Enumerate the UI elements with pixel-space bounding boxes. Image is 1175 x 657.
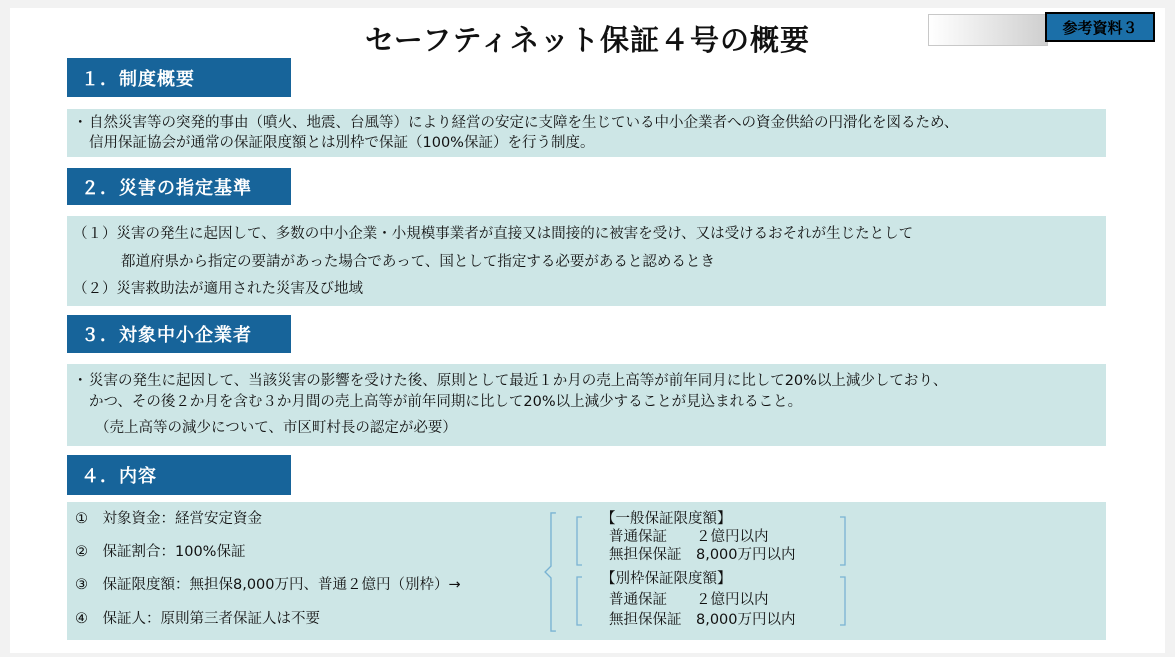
reference-badge: 参考資料３ bbox=[1045, 12, 1155, 42]
close-bracket-icon bbox=[839, 516, 847, 566]
section1-line-2: 信用保証協会が通常の保証限度額とは別枠で保証（100%保証）を行う制度。 bbox=[89, 135, 595, 151]
content-item-1: ① 対象資金：経営安定資金 bbox=[75, 511, 262, 527]
section2-heading: ２．災害の指定基準 bbox=[67, 168, 291, 205]
separate-limit-normal: 普通保証 ２億円以内 bbox=[609, 592, 769, 608]
section2-line-1: （１）災害の発生に起因して、多数の中小企業・小規模事業者が直接又は間接的に被害を受け、又は受けるおそれが生じたとして bbox=[73, 226, 914, 242]
bullet: ・ bbox=[73, 115, 88, 131]
left-brace-icon bbox=[543, 512, 557, 632]
section3-line-3: （売上高等の減少について、市区町村長の認定が必要） bbox=[95, 420, 457, 436]
separate-limit-label: 【別枠保証限度額】 bbox=[601, 571, 732, 587]
open-bracket-icon bbox=[575, 516, 583, 566]
section2-line-3: （２）災害救助法が適用された災害及び地域 bbox=[73, 281, 363, 297]
general-limit-label: 【一般保証限度額】 bbox=[601, 511, 732, 527]
section2-line-2: 都道府県から指定の要請があった場合であって、国として指定する必要があると認めるとき bbox=[121, 254, 715, 270]
section2-box bbox=[67, 216, 1106, 306]
section4-box bbox=[67, 502, 1106, 640]
content-item-3: ③ 保証限度額：無担保8,000万円、普通２億円（別枠）→ bbox=[75, 577, 461, 593]
open-bracket-icon bbox=[575, 576, 583, 626]
content-item-2: ② 保証割合：100%保証 bbox=[75, 544, 246, 560]
section1-box bbox=[67, 109, 1106, 157]
bullet: ・ bbox=[73, 373, 88, 389]
section3-box bbox=[67, 364, 1106, 446]
separate-limit-unsecured: 無担保保証 8,000万円以内 bbox=[609, 612, 796, 628]
general-limit-normal: 普通保証 ２億円以内 bbox=[609, 529, 769, 545]
section3-heading: ３．対象中小企業者 bbox=[67, 315, 291, 353]
content-item-4: ④ 保証人：原則第三者保証人は不要 bbox=[75, 611, 320, 627]
close-bracket-icon bbox=[839, 576, 847, 626]
section4-heading: ４．内容 bbox=[67, 455, 291, 495]
section3-line-2: かつ、その後２か月を含む３か月間の売上高等が前年同期に比して20%以上減少することが見込まれること。 bbox=[89, 394, 803, 410]
section1-heading: １．制度概要 bbox=[67, 58, 291, 97]
section1-line-1: 自然災害等の突発的事由（噴火、地震、台風等）により経営の安定に支障を生じている中小企業者への資金供給の円滑化を図るため、 bbox=[89, 115, 959, 131]
section3-line-1: 災害の発生に起因して、当該災害の影響を受けた後、原則として最近１か月の売上高等が前年同月に比して20%以上減少しており、 bbox=[89, 373, 948, 389]
page-title: セーフティネット保証４号の概要 bbox=[364, 23, 811, 57]
general-limit-unsecured: 無担保保証 8,000万円以内 bbox=[609, 547, 796, 563]
reference-gradient-bar bbox=[928, 14, 1048, 46]
